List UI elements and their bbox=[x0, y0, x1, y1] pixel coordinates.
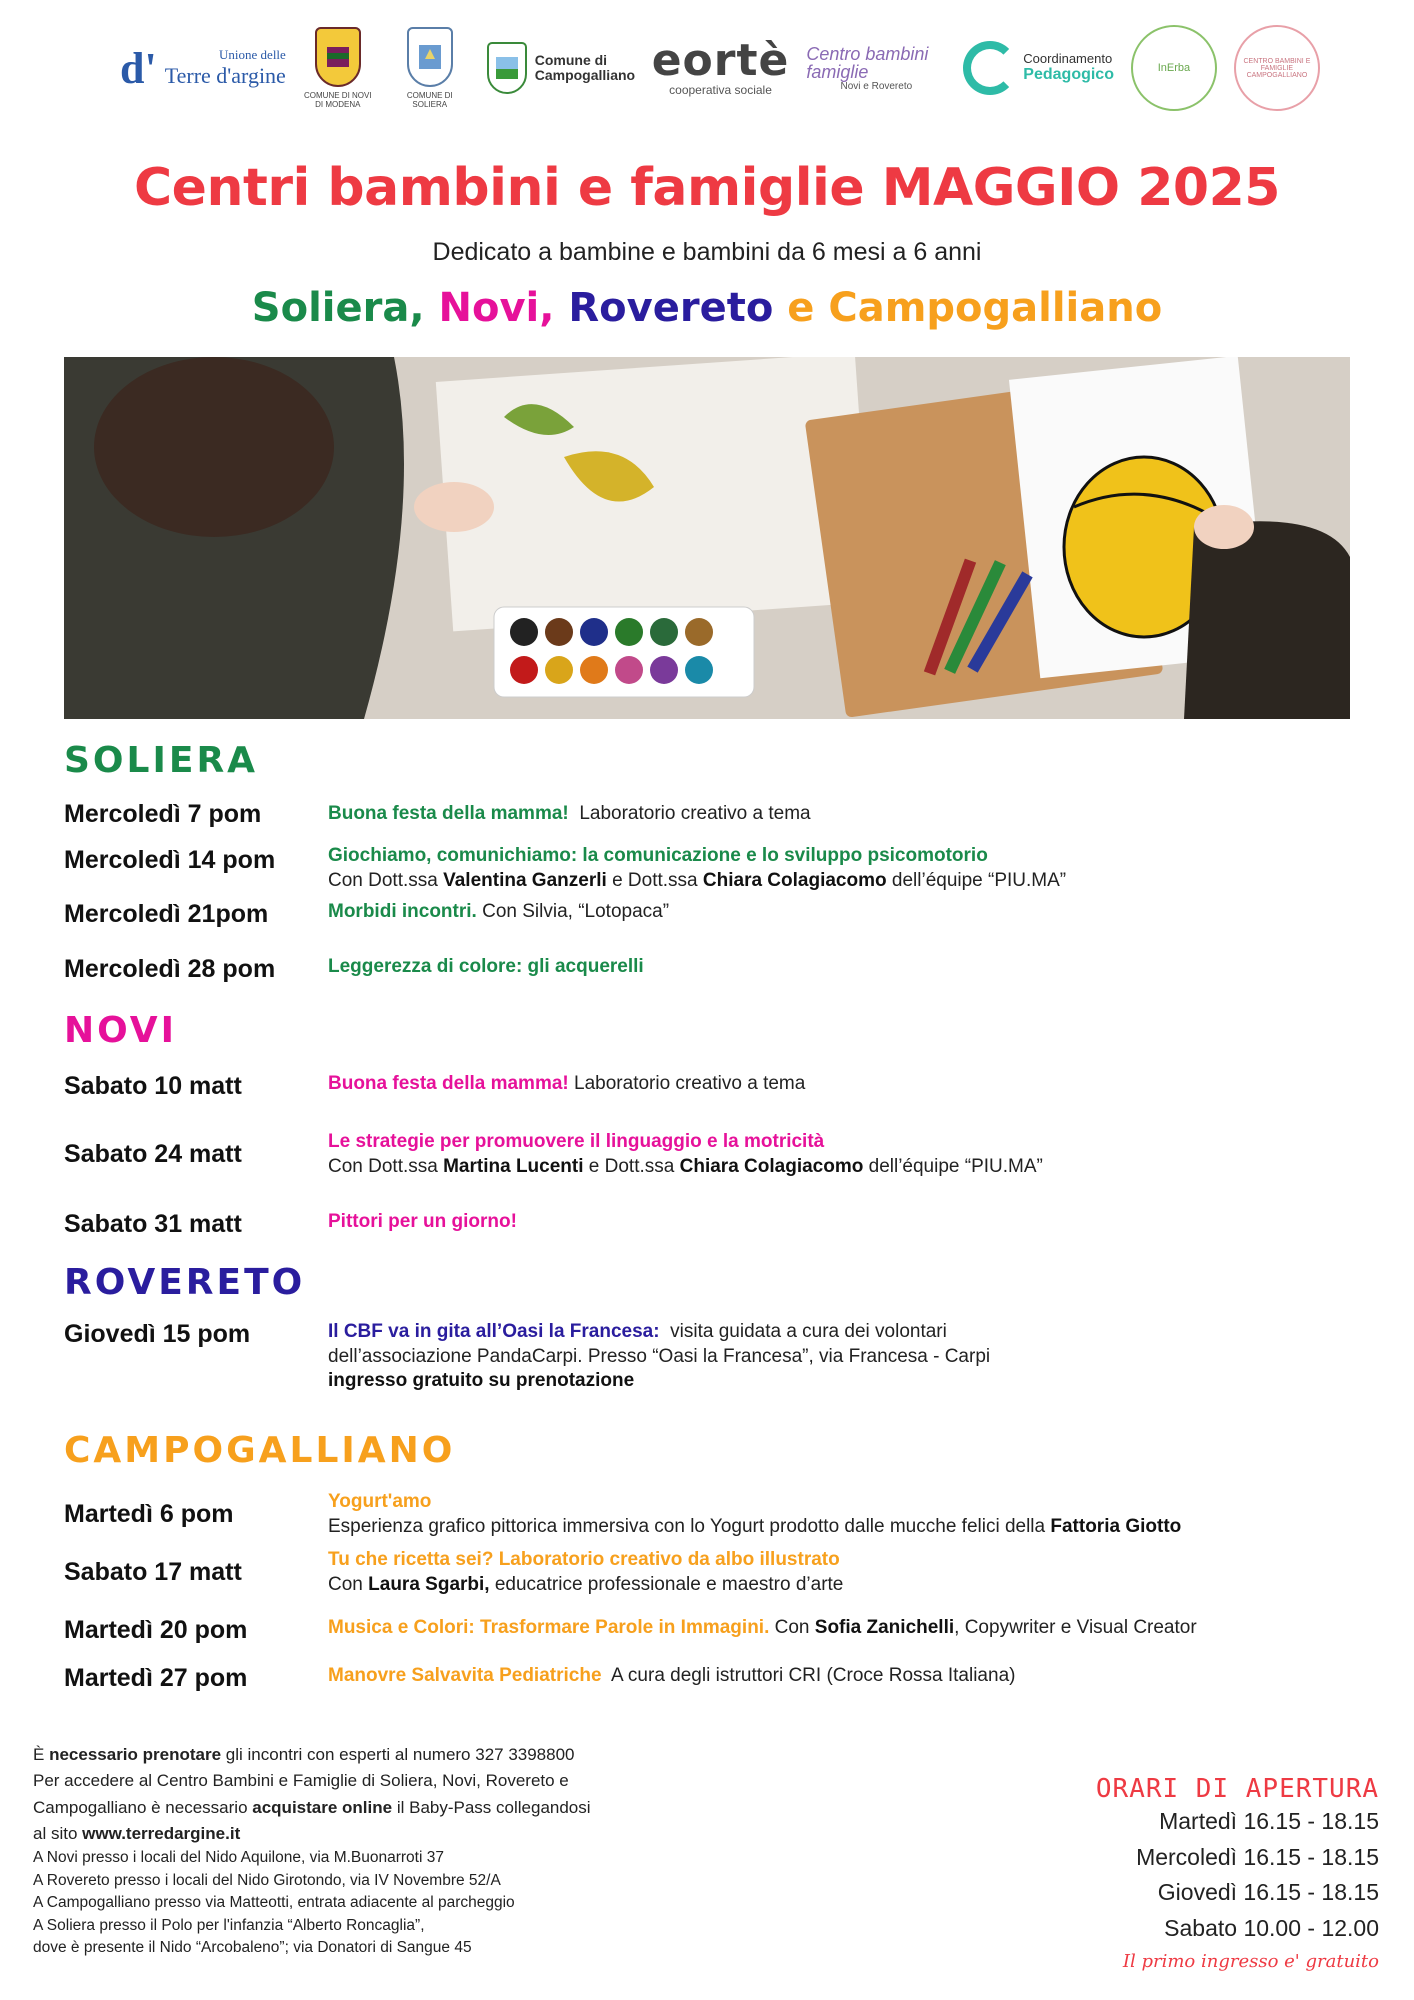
footer-babypass: Campogalliano è necessario acquistare online il Baby-Pass collegandosi bbox=[33, 1797, 591, 1817]
coordinamento-circle-icon bbox=[963, 41, 1017, 95]
event-day: Mercoledì 7 pom bbox=[64, 800, 262, 828]
terre-dargine-mark: d' bbox=[120, 43, 157, 93]
event-desc: Musica e Colori: Trasformare Parole in Immagini. Con Sofia Zanichelli, Copywriter e Visual Creator bbox=[328, 1617, 1197, 1638]
event-desc: Buona festa della mamma! Laboratorio creativo a tema bbox=[328, 1073, 806, 1094]
event-day: Sabato 24 matt bbox=[64, 1140, 242, 1168]
soliera-shield-icon bbox=[407, 27, 453, 87]
address-item: A Campogalliano presso via Matteotti, entrata adiacente al parcheggio bbox=[33, 1894, 515, 1912]
hours-line: Martedì 16.15 - 18.15 bbox=[1159, 1808, 1379, 1834]
footer-access: Per accedere al Centro Bambini e Famiglie di Soliera, Novi, Rovereto e bbox=[33, 1771, 569, 1791]
inerba-logo: InErba bbox=[1131, 25, 1217, 111]
section-title-soliera: SOLIERA bbox=[64, 740, 259, 781]
event-desc: Buona festa della mamma! Laboratorio creativo a tema bbox=[328, 803, 811, 824]
event-desc: Il CBF va in gita all’Oasi la Francesa: visita guidata a cura dei volontari dell’associazione PandaCarpi. Presso “Oasi la Francesa”, via Francesa - Carpi ingresso gratuito su prenotazione bbox=[328, 1321, 991, 1392]
event-desc: Morbidi incontri. Con Silvia, “Lotopaca” bbox=[328, 901, 670, 922]
town-rovereto: Rovereto bbox=[568, 285, 774, 331]
event-desc: Leggerezza di colore: gli acquerelli bbox=[328, 956, 644, 977]
coordinamento-pedagogico-logo: Coordinamento Pedagogico bbox=[963, 41, 1114, 95]
soliera-crest-logo: COMUNE DI SOLIERA bbox=[390, 27, 470, 109]
novi-shield-icon bbox=[315, 27, 361, 87]
event-day: Mercoledì 14 pom bbox=[64, 846, 276, 874]
event-day: Giovedì 15 pom bbox=[64, 1320, 251, 1348]
event-desc: Giochiamo, comunichiamo: la comunicazione e lo sviluppo psicomotorio Con Dott.ssa Valentina Ganzerli e Dott.ssa Chiara Colagiacomo dell’équipe “PIU.MA” bbox=[328, 845, 1067, 891]
town-novi: Novi, bbox=[438, 285, 555, 331]
section-title-rovereto: ROVERETO bbox=[64, 1262, 306, 1303]
centro-bambini-famiglie-logo: Centro bambini famiglie Novi e Rovereto bbox=[806, 43, 929, 92]
town-soliera: Soliera, bbox=[251, 285, 425, 331]
address-item: A Rovereto presso i locali del Nido Girotondo, via IV Novembre 52/A bbox=[33, 1871, 501, 1889]
campogalliano-logo: Comune di Campogalliano bbox=[487, 18, 635, 118]
town-conjunction: e bbox=[787, 285, 815, 331]
event-day: Martedì 6 pom bbox=[64, 1500, 234, 1528]
section-title-novi: NOVI bbox=[64, 1010, 178, 1051]
eorte-logo: eortè cooperativa sociale bbox=[651, 35, 790, 97]
footer-info bbox=[33, 1742, 733, 1960]
event-desc: Yogurt'amo Esperienza grafico pittorica immersiva con lo Yogurt prodotto dalle mucche felici della Fattoria Giotto bbox=[328, 1491, 1182, 1537]
event-desc: Manovre Salvavita Pediatriche A cura degli istruttori CRI (Croce Rossa Italiana) bbox=[328, 1665, 1016, 1686]
novi-crest-logo: COMUNE DI NOVI DI MODENA bbox=[303, 27, 373, 109]
town-campogalliano: Campogalliano bbox=[828, 285, 1163, 331]
terre-dargine-logo: d' Unione delle Terre d'argine bbox=[120, 43, 286, 93]
logos-strip bbox=[120, 18, 1320, 118]
opening-hours bbox=[959, 1774, 1379, 1972]
section-title-campogalliano: CAMPOGALLIANO bbox=[64, 1430, 456, 1471]
event-desc: Le strategie per promuovere il linguaggio e la motricità Con Dott.ssa Martina Lucenti e Dott.ssa Chiara Colagiacomo dell’équipe “PIU.MA” bbox=[328, 1131, 1043, 1177]
cbf-campogalliano-logo: CENTRO BAMBINI E FAMIGLIE CAMPOGALLIANO bbox=[1234, 25, 1320, 111]
event-day: Sabato 31 matt bbox=[64, 1210, 242, 1238]
opening-hours-title: ORARI DI APERTURA bbox=[1095, 1774, 1379, 1804]
hours-line: Giovedì 16.15 - 18.15 bbox=[1157, 1879, 1379, 1906]
page-title: Centri bambini e famiglie MAGGIO 2025 bbox=[134, 158, 1280, 218]
address-item: dove è presente il Nido “Arcobaleno”; via Donatori di Sangue 45 bbox=[33, 1939, 472, 1957]
event-desc: Tu che ricetta sei? Laboratorio creativo da albo illustrato Con Laura Sgarbi, educatrice professionale e maestro d’arte bbox=[328, 1549, 844, 1595]
page-subtitle: Dedicato a bambine e bambini da 6 mesi a 6 anni bbox=[432, 238, 982, 266]
event-day: Sabato 10 matt bbox=[64, 1072, 242, 1100]
event-day: Mercoledì 21pom bbox=[64, 900, 269, 928]
footer-addresses bbox=[33, 1847, 733, 1959]
event-day: Martedì 27 pom bbox=[64, 1664, 248, 1692]
campogalliano-shield-icon bbox=[487, 42, 527, 94]
website-link[interactable]: www.terredargine.it bbox=[82, 1824, 241, 1844]
children-painting-photo bbox=[64, 357, 1350, 719]
free-entry-note: Il primo ingresso e' gratuito bbox=[1122, 1950, 1379, 1972]
event-desc: Pittori per un giorno! bbox=[328, 1211, 517, 1232]
event-day: Mercoledì 28 pom bbox=[64, 955, 276, 983]
address-item: A Novi presso i locali del Nido Aquilone, via M.Buonarroti 37 bbox=[33, 1849, 444, 1867]
towns-line bbox=[0, 285, 1414, 331]
hours-line: Sabato 10.00 - 12.00 bbox=[1164, 1914, 1379, 1941]
address-item: A Soliera presso il Polo per l'infanzia “Alberto Roncaglia”, bbox=[33, 1916, 425, 1934]
hours-line: Mercoledì 16.15 - 18.15 bbox=[1136, 1843, 1379, 1870]
event-day: Sabato 17 matt bbox=[64, 1558, 242, 1586]
event-day: Martedì 20 pom bbox=[64, 1616, 248, 1644]
footer-website: al sito www.terredargine.it bbox=[33, 1824, 241, 1844]
footer-booking: È necessario prenotare gli incontri con esperti al numero 327 3398800 bbox=[33, 1745, 575, 1764]
